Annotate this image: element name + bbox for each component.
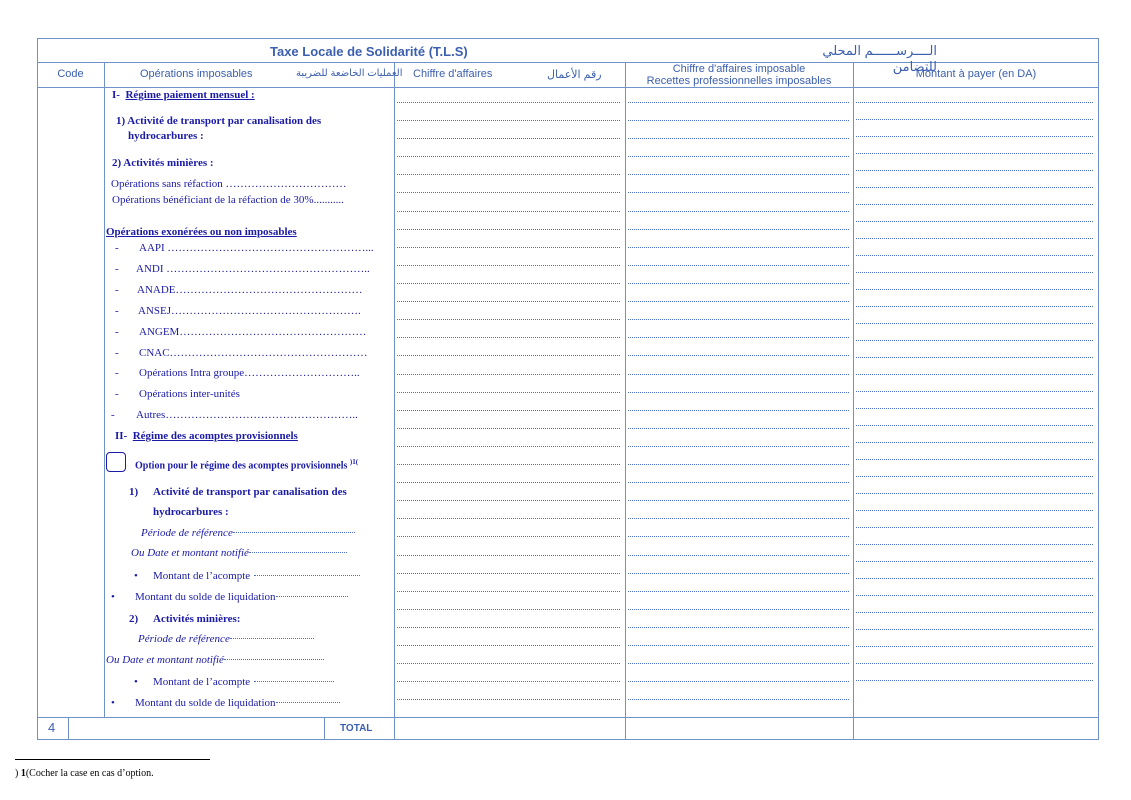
regime1-label: Régime paiement mensuel : <box>125 89 255 101</box>
entry-line[interactable] <box>856 136 1093 137</box>
entry-line[interactable] <box>856 272 1093 273</box>
entry-line[interactable] <box>397 681 620 682</box>
entry-line[interactable] <box>628 265 849 266</box>
entry-line[interactable] <box>856 204 1093 205</box>
entry-line[interactable] <box>397 699 620 700</box>
entry-line[interactable] <box>628 464 849 465</box>
entry-line[interactable] <box>397 337 620 338</box>
minieres2-label: Activités minières: <box>153 613 241 625</box>
entry-line[interactable] <box>856 663 1093 664</box>
entry-line[interactable] <box>628 120 849 121</box>
total-code: 4 <box>48 720 56 735</box>
entry-line[interactable] <box>628 102 849 103</box>
entry-line[interactable] <box>628 500 849 501</box>
entry-line[interactable] <box>397 627 620 628</box>
entry-line[interactable] <box>856 544 1093 545</box>
entry-line[interactable] <box>856 408 1093 409</box>
entry-line[interactable] <box>628 319 849 320</box>
periode2-dots <box>230 638 314 639</box>
column-header-divider <box>37 87 1099 88</box>
entry-line[interactable] <box>397 573 620 574</box>
entry-line[interactable] <box>628 555 849 556</box>
entry-line[interactable] <box>397 536 620 537</box>
entry-line[interactable] <box>628 374 849 375</box>
entry-line[interactable] <box>628 699 849 700</box>
transport1-line2: hydrocarbures : <box>128 130 204 142</box>
aapi-label: AAPI ………………………………………………... <box>139 242 374 254</box>
option-label <box>135 458 358 471</box>
entry-line[interactable] <box>628 446 849 447</box>
entry-line[interactable] <box>628 609 849 610</box>
solde1-label <box>135 591 348 603</box>
entry-line[interactable] <box>397 464 620 465</box>
entry-line[interactable] <box>856 289 1093 290</box>
title-fr: Taxe Locale de Solidarité (T.L.S) <box>270 44 468 59</box>
date2-text: Ou Date et montant notifié <box>106 654 224 666</box>
entry-line[interactable] <box>856 561 1093 562</box>
intra-label: Opérations Intra groupe………………………….. <box>139 367 360 379</box>
entry-line[interactable] <box>397 174 620 175</box>
acompte2-dots <box>254 681 334 682</box>
option-checkbox[interactable] <box>106 452 126 472</box>
acompte1-text: Montant de l’acompte <box>153 570 251 582</box>
entry-line[interactable] <box>856 442 1093 443</box>
sans-refaction-label: Opérations sans réfaction …………………………… <box>111 178 347 190</box>
minieres1-label: 2) Activités minières : <box>112 157 214 169</box>
cnac-label: CNAC……………………………………………… <box>139 347 368 359</box>
entry-line[interactable] <box>856 646 1093 647</box>
entry-line[interactable] <box>397 555 620 556</box>
col-chiffre-ar: رقم الأعمال <box>547 69 602 81</box>
regime2-label: Régime des acomptes provisionnels <box>132 430 298 442</box>
periode2-text: Période de référence <box>138 633 230 645</box>
entry-line[interactable] <box>397 428 620 429</box>
footnote-rule <box>15 759 210 760</box>
regime1-heading <box>112 89 255 101</box>
anade-label: ANADE…………………………………………… <box>137 284 363 296</box>
entry-line[interactable] <box>397 138 620 139</box>
date2-label <box>106 654 324 666</box>
chiffre-col-divider <box>394 62 395 740</box>
col-imposable-line1: Chiffre d'affaires imposable <box>672 63 806 75</box>
bullet-acompte1: • <box>134 570 138 582</box>
col-chiffre-fr: Chiffre d'affaires <box>413 68 493 80</box>
col-operations-fr: Opérations imposables <box>140 68 253 80</box>
autres-label: Autres…………………………………………….. <box>136 409 358 421</box>
entry-line[interactable] <box>397 446 620 447</box>
solde2-text: Montant du solde de liquidation <box>135 697 276 709</box>
total-label-divider <box>324 717 325 740</box>
entry-line[interactable] <box>856 527 1093 528</box>
entry-line[interactable] <box>856 391 1093 392</box>
entry-line[interactable] <box>628 138 849 139</box>
entry-line[interactable] <box>628 192 849 193</box>
entry-line[interactable] <box>397 156 620 157</box>
entry-line[interactable] <box>856 153 1093 154</box>
entry-line[interactable] <box>397 355 620 356</box>
entry-line[interactable] <box>856 340 1093 341</box>
entry-line[interactable] <box>856 170 1093 171</box>
footnote-marker: ) <box>15 768 19 779</box>
entry-line[interactable] <box>628 337 849 338</box>
minieres2-number: 2) <box>129 613 139 625</box>
entry-line[interactable] <box>628 392 849 393</box>
title-ar: الــــرســــــم المحلي للتضامن <box>822 43 937 74</box>
acompte2-text: Montant de l’acompte <box>153 676 251 688</box>
entry-line[interactable] <box>856 306 1093 307</box>
entry-line[interactable] <box>397 410 620 411</box>
refaction-label: Opérations bénéficiant de la réfaction de 30%........... <box>112 194 344 206</box>
entry-line[interactable] <box>397 500 620 501</box>
entry-line[interactable] <box>856 493 1093 494</box>
dash-intra: - <box>115 367 119 379</box>
col-imposable-line2: Recettes professionnelles imposables <box>646 75 832 87</box>
entry-line[interactable] <box>628 536 849 537</box>
inter-label: Opérations inter-unités <box>139 388 240 400</box>
date1-label <box>131 547 347 559</box>
entry-line[interactable] <box>628 645 849 646</box>
entry-line[interactable] <box>397 374 620 375</box>
entry-line[interactable] <box>628 518 849 519</box>
entry-line[interactable] <box>856 680 1093 681</box>
bullet-solde2: • <box>111 697 115 709</box>
transport2-line1: Activité de transport par canalisation des <box>153 486 347 498</box>
col-code: Code <box>57 68 84 80</box>
entry-line[interactable] <box>856 102 1093 103</box>
entry-line[interactable] <box>856 323 1093 324</box>
col-montant: Montant à payer (en DA) <box>915 68 1037 80</box>
periode2-label <box>138 633 314 645</box>
exonerees-heading: Opérations exonérées ou non imposables <box>106 226 297 238</box>
entry-line[interactable] <box>628 482 849 483</box>
andi-label: ANDI ……………………………………………….. <box>136 263 370 275</box>
entry-line[interactable] <box>628 283 849 284</box>
entry-line[interactable] <box>397 211 620 212</box>
transport1-line1: 1) Activité de transport par canalisation des <box>116 115 322 127</box>
entry-line[interactable] <box>397 120 620 121</box>
option-footnote-ref: )1( <box>349 458 359 466</box>
entry-line[interactable] <box>856 238 1093 239</box>
footnote <box>15 768 154 779</box>
entry-line[interactable] <box>628 355 849 356</box>
dash-ansej: - <box>115 305 119 317</box>
ansej-label: ANSEJ……………………………………………. <box>138 305 361 317</box>
entry-line[interactable] <box>397 319 620 320</box>
entry-line[interactable] <box>628 247 849 248</box>
bullet-solde1: • <box>111 591 115 603</box>
entry-line[interactable] <box>397 247 620 248</box>
dash-andi: - <box>115 263 119 275</box>
entry-line[interactable] <box>628 410 849 411</box>
entry-line[interactable] <box>856 510 1093 511</box>
solde2-dots <box>276 702 340 703</box>
dash-cnac: - <box>115 347 119 359</box>
entry-line[interactable] <box>628 681 849 682</box>
entry-line[interactable] <box>856 187 1093 188</box>
angem-label: ANGEM…………………………………………… <box>139 326 367 338</box>
footnote-text: (Cocher la case en cas d’option. <box>25 768 154 779</box>
entry-line[interactable] <box>856 357 1093 358</box>
entry-line[interactable] <box>628 156 849 157</box>
entry-line[interactable] <box>397 392 620 393</box>
entry-line[interactable] <box>628 174 849 175</box>
entry-line[interactable] <box>856 612 1093 613</box>
solde1-dots <box>276 596 348 597</box>
periode1-text: Période de référence <box>141 527 233 539</box>
total-code-divider <box>68 717 69 740</box>
entry-line[interactable] <box>856 374 1093 375</box>
entry-line[interactable] <box>856 425 1093 426</box>
entry-line[interactable] <box>628 211 849 212</box>
entry-line[interactable] <box>397 229 620 230</box>
entry-line[interactable] <box>628 591 849 592</box>
entry-line[interactable] <box>856 595 1093 596</box>
option-text: Option pour le régime des acomptes provisionnels <box>135 460 348 472</box>
entry-line[interactable] <box>397 102 620 103</box>
date2-dots <box>224 659 324 660</box>
col-imposable <box>625 63 853 87</box>
entry-line[interactable] <box>397 518 620 519</box>
entry-line[interactable] <box>397 609 620 610</box>
entry-line[interactable] <box>628 627 849 628</box>
entry-line[interactable] <box>856 119 1093 120</box>
date1-dots <box>249 552 347 553</box>
col-operations-ar: العمليات الخاضعة للضريبة <box>296 68 403 79</box>
entry-line[interactable] <box>628 301 849 302</box>
entry-line[interactable] <box>397 591 620 592</box>
periode1-dots <box>233 532 355 533</box>
entry-line[interactable] <box>397 663 620 664</box>
acompte1-dots <box>254 575 360 576</box>
header-divider <box>37 62 1099 63</box>
total-label: TOTAL <box>340 723 373 734</box>
imposable-col-divider <box>625 62 626 740</box>
acompte2-label <box>153 676 334 688</box>
entry-line[interactable] <box>856 578 1093 579</box>
periode1-label <box>141 527 355 539</box>
code-col-divider-top <box>104 62 105 87</box>
dash-aapi: - <box>115 242 119 254</box>
entry-line[interactable] <box>856 476 1093 477</box>
entry-line[interactable] <box>856 629 1093 630</box>
dash-autres: - <box>111 409 115 421</box>
acompte1-label <box>153 570 360 582</box>
footnote-number: 1 <box>20 768 26 779</box>
entry-line[interactable] <box>856 221 1093 222</box>
regime2-number: II- <box>115 430 128 442</box>
bullet-acompte2: • <box>134 676 138 688</box>
date1-text: Ou Date et montant notifié <box>131 547 249 559</box>
entry-line[interactable] <box>628 573 849 574</box>
entry-line[interactable] <box>397 192 620 193</box>
entry-line[interactable] <box>397 283 620 284</box>
entry-line[interactable] <box>628 428 849 429</box>
entry-line[interactable] <box>397 482 620 483</box>
regime2-heading <box>115 430 298 442</box>
solde2-label <box>135 697 340 709</box>
dash-anade: - <box>115 284 119 296</box>
dash-inter: - <box>115 388 119 400</box>
code-col-divider <box>104 87 105 717</box>
solde1-text: Montant du solde de liquidation <box>135 591 276 603</box>
montant-col-divider <box>853 62 854 740</box>
entry-line[interactable] <box>628 663 849 664</box>
regime1-number: I- <box>112 89 120 101</box>
entry-line[interactable] <box>856 255 1093 256</box>
entry-line[interactable] <box>397 301 620 302</box>
dash-angem: - <box>115 326 119 338</box>
entry-line[interactable] <box>397 265 620 266</box>
transport2-number: 1) <box>129 486 139 498</box>
entry-line[interactable] <box>397 645 620 646</box>
transport2-line2: hydrocarbures : <box>153 506 229 518</box>
entry-line[interactable] <box>628 229 849 230</box>
entry-line[interactable] <box>856 459 1093 460</box>
total-divider <box>37 717 1099 718</box>
